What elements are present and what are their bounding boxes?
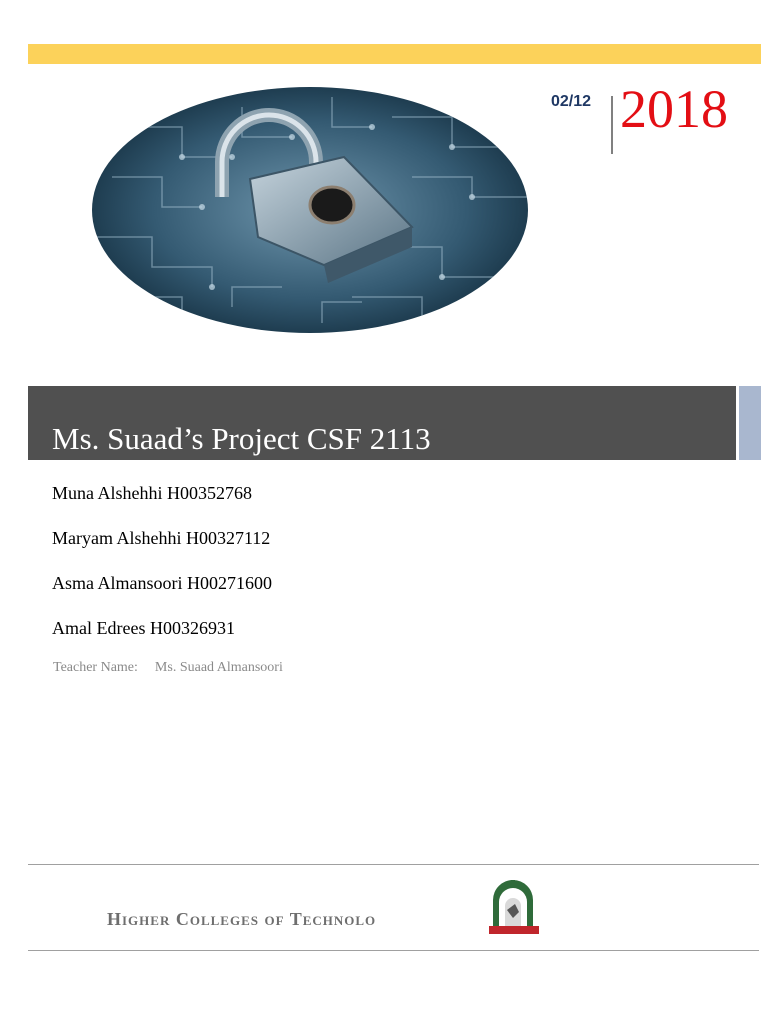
teacher-label: Teacher Name: bbox=[53, 660, 138, 675]
member-item: Muna Alshehhi H00352768 bbox=[52, 483, 252, 503]
top-accent-bar bbox=[28, 44, 761, 64]
date-month-day: 02/12 bbox=[551, 93, 592, 110]
title-accent-block bbox=[739, 386, 761, 460]
date-divider bbox=[611, 96, 613, 154]
footer-rule-bottom bbox=[28, 950, 759, 951]
document-title: Ms. Suaad’s Project CSF 2113 bbox=[52, 421, 431, 456]
padlock-circuit-image bbox=[92, 87, 528, 333]
college-logo bbox=[485, 878, 541, 936]
teacher-name: Ms. Suaad Almansoori bbox=[154, 660, 283, 675]
teacher-line bbox=[53, 660, 283, 676]
college-name: Higher Colleges of Technolo bbox=[107, 909, 377, 929]
member-item: Asma Almansoori H00271600 bbox=[52, 573, 272, 593]
date-year: 2018 bbox=[620, 79, 728, 139]
member-item: Amal Edrees H00326931 bbox=[52, 618, 235, 638]
member-list bbox=[52, 481, 272, 661]
footer-rule-top bbox=[28, 864, 759, 865]
member-item: Maryam Alshehhi H00327112 bbox=[52, 528, 271, 548]
